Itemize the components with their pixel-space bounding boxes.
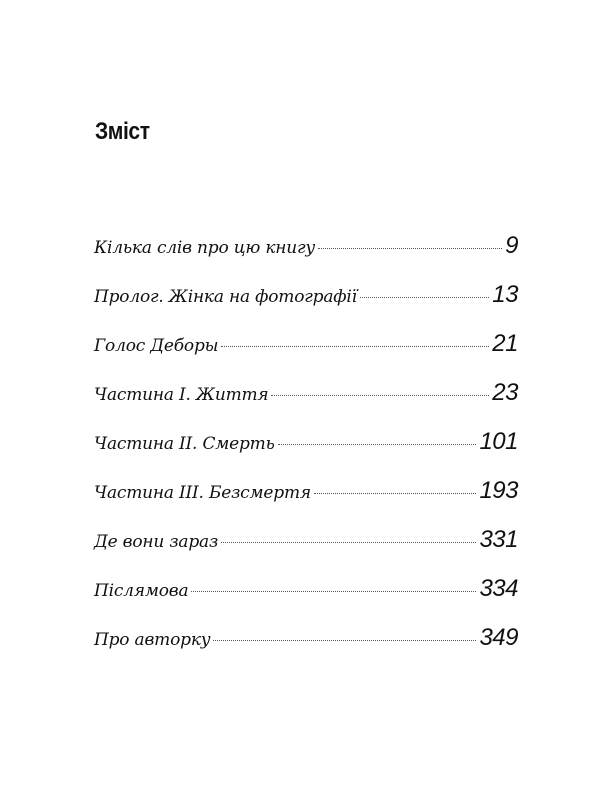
toc-entry-page-number: 349 (479, 624, 518, 651)
toc-entry (94, 426, 518, 475)
toc-entry (94, 524, 518, 573)
toc-entry-page-number: 334 (479, 575, 518, 602)
dot-leader (221, 542, 476, 543)
dot-leader (278, 444, 477, 445)
toc-entry (94, 279, 518, 328)
dot-leader (360, 297, 489, 298)
dot-leader (271, 395, 489, 396)
toc-entry-title: Пролог. Жінка на фотографії (94, 287, 357, 307)
toc-entry-page-number: 193 (479, 477, 518, 504)
toc-entry (94, 328, 518, 377)
toc-entry (94, 230, 518, 279)
toc-entry (94, 622, 518, 671)
dot-leader (213, 640, 476, 641)
toc-entry-title: Частина ІІІ. Безсмертя (94, 483, 311, 503)
toc-entry-title: Післямова (94, 581, 189, 601)
toc-entry-page-number: 331 (479, 526, 518, 553)
toc-entry (94, 573, 518, 622)
toc-entry-page-number: 21 (492, 330, 518, 357)
toc-entry-title: Про авторку (94, 630, 211, 650)
page-title: Зміст (95, 118, 150, 145)
toc-entry-page-number: 23 (492, 379, 518, 406)
toc-entry (94, 475, 518, 524)
toc-entry-title: Частина ІІ. Смерть (94, 434, 275, 454)
toc-entry (94, 377, 518, 426)
toc-entry-title: Голос Деборы (94, 336, 219, 356)
dot-leader (221, 346, 489, 347)
toc-entry-title: Частина І. Життя (94, 385, 269, 405)
dot-leader (191, 591, 476, 592)
dot-leader (318, 248, 502, 249)
toc-entry-page-number: 13 (492, 281, 518, 308)
toc-entry-title: Кілька слів про цю книгу (94, 238, 316, 258)
table-of-contents (94, 230, 518, 671)
toc-entry-page-number: 101 (479, 428, 518, 455)
toc-entry-title: Де вони зараз (94, 532, 219, 552)
dot-leader (314, 493, 477, 494)
toc-entry-page-number: 9 (505, 232, 518, 259)
